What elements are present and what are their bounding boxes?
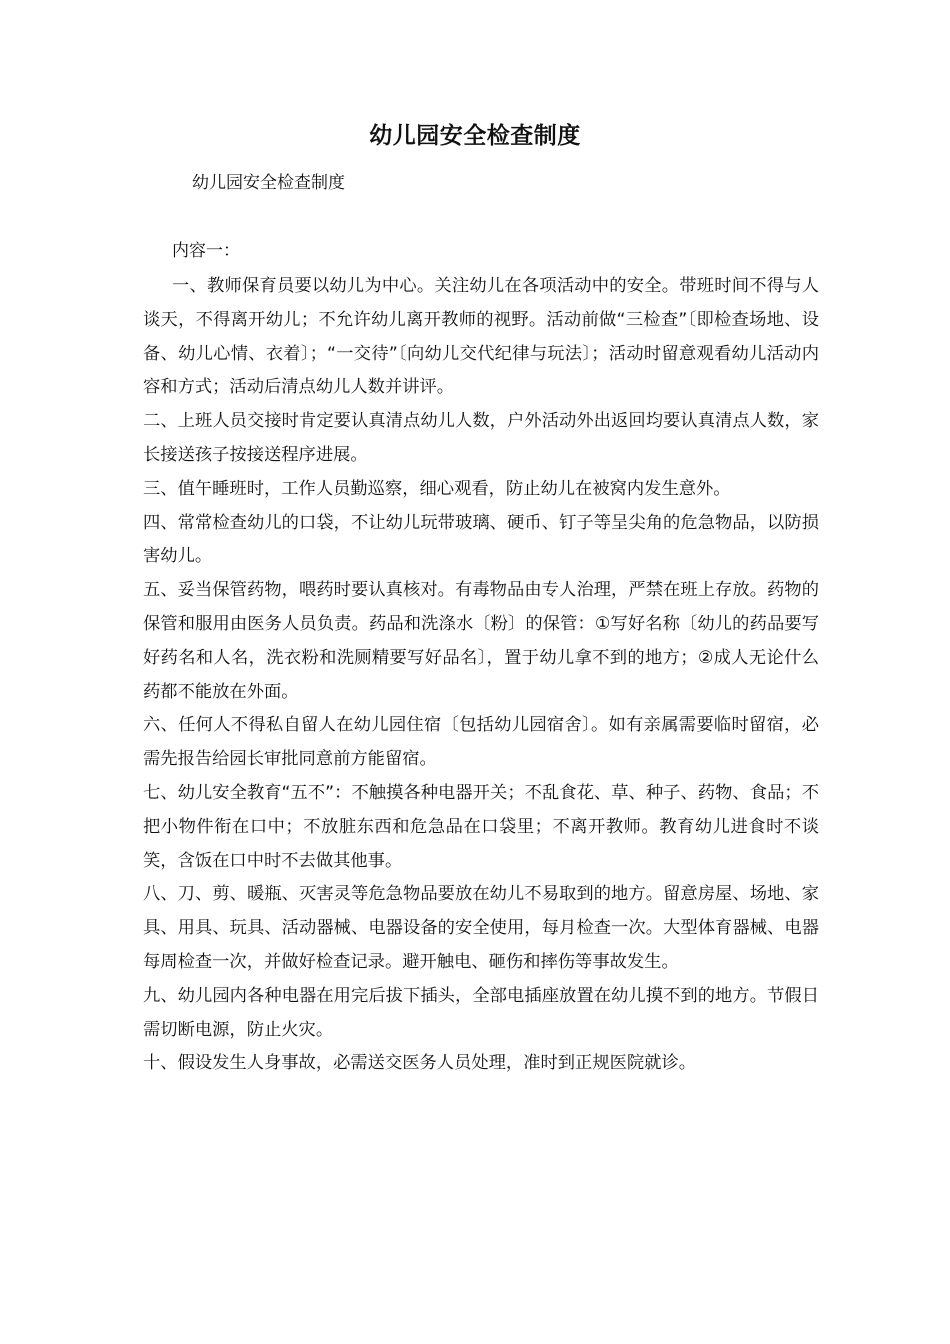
paragraph-5: 五、妥当保管药物，喂药时要认真核对。有毒物品由专人治理，严禁在班上存放。药物的保管和服用由医务人员负责。药品和洗涤水〔粉〕的保管：①写好名称〔幼儿的药品要写好药名和人名，洗衣粉和洗厕精要写好品名〕，置于幼儿拿不到的地方；②成人无论什么药都不能放在外面。 [143, 580, 819, 702]
document-body [143, 270, 819, 1081]
paragraph-9: 九、幼儿园内各种电器在用完后拔下插头，全部电插座放置在幼儿摸不到的地方。节假日需切断电源，防止火灾。 [143, 985, 819, 1040]
paragraph-2: 二、上班人员交接时肯定要认真清点幼儿人数，户外活动外出返回均要认真清点人数，家长接送孩子按接送程序进展。 [143, 411, 819, 465]
paragraph-8: 八、刀、剪、暖瓶、灭害灵等危急物品要放在幼儿不易取到的地方。留意房屋、场地、家具、用具、玩具、活动器械、电器设备的安全使用，每月检查一次。大型体育器械、电器每周检查一次，并做好检查记录。避开触电、砸伤和摔伤等事故发生。 [143, 884, 819, 972]
document-subtitle: 幼儿园安全检查制度 [192, 173, 345, 193]
paragraph-7: 七、幼儿安全教育“五不”：不触摸各种电器开关；不乱食花、草、种子、药物、食品；不把小物件衔在口中；不放脏东西和危急品在口袋里；不离开教师。教育幼儿进食时不谈笑，含饭在口中时不去做其他事。 [143, 782, 819, 871]
paragraph-10: 十、假设发生人身事故，必需送交医务人员处理，准时到正规医院就诊。 [143, 1053, 697, 1074]
content-heading: 内容一： [172, 241, 240, 261]
paragraph-4: 四、常常检查幼儿的口袋，不让幼儿玩带玻璃、硬币、钉子等呈尖角的危急物品，以防损害幼儿。 [143, 512, 819, 567]
paragraph-3: 三、值午睡班时，工作人员勤巡察，细心观看，防止幼儿在被窝内发生意外。 [143, 478, 731, 499]
paragraph-1: 一、教师保育员要以幼儿为中心。关注幼儿在各项活动中的安全。带班时间不得与人谈天，不得离开幼儿；不允许幼儿离开教师的视野。活动前做“三检查”〔即检查场地、设备、幼儿心情、衣着〕；“一交待”〔向幼儿交代纪律与玩法〕；活动时留意观看幼儿活动内容和方式；活动后清点幼儿人数并讲评。 [143, 276, 819, 398]
paragraph-6: 六、任何人不得私自留人在幼儿园住宿〔包括幼儿园宿舍〕。如有亲属需要临时留宿，必需先报告给园长审批同意前方能留宿。 [143, 715, 819, 770]
document-title: 幼儿园安全检查制度 [369, 123, 581, 149]
